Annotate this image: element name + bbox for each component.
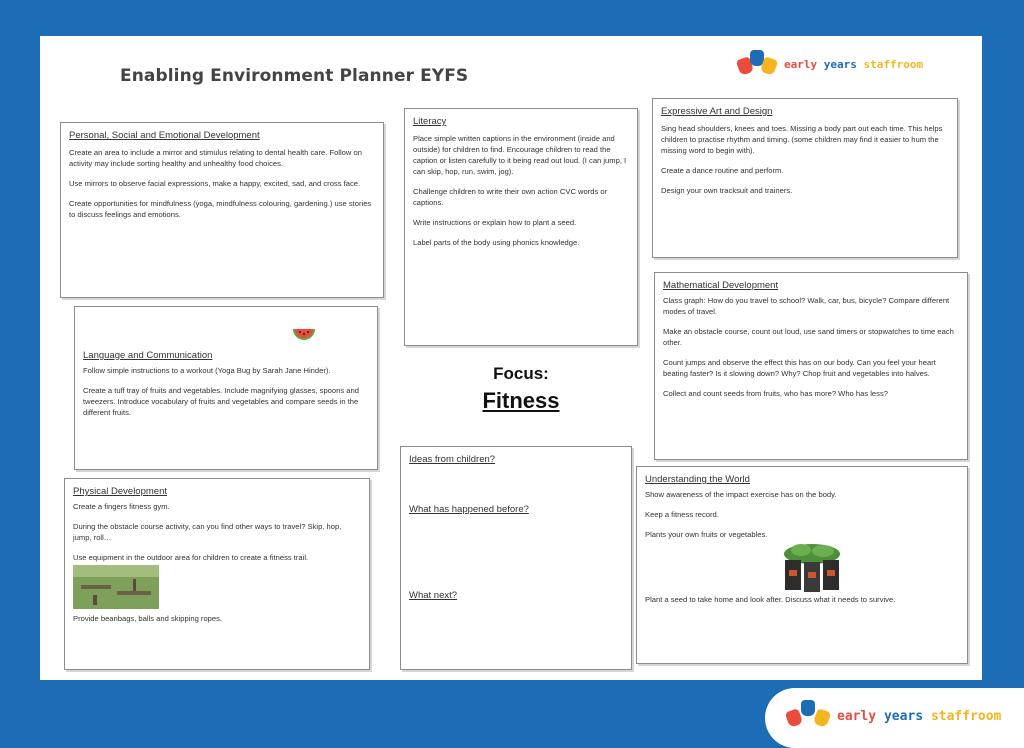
world-text-3: Plants your own fruits or vegetables.: [645, 529, 768, 539]
footer-logo-word-early: early: [837, 708, 877, 724]
literacy-text-1: Place simple written captions in the environment (inside and outside) for children to find. Encourage children to read the caption or listen carefully to it being read out loud. (I can jump, I can skip, hop, run, swim, jog).: [413, 133, 627, 176]
maths-text-3: Count jumps and observe the effect this has on our body. Can you feel your heart beating faster? Is it slowing down? Why? Chop fruit and vegetables into halves.: [663, 357, 936, 378]
early-years-staffroom-logo: [738, 50, 923, 78]
ead-text-2: Create a dance routine and perform.: [661, 165, 784, 175]
physical-text-4: Provide beanbags, balls and skipping ropes.: [73, 613, 223, 623]
physical-heading: Physical Development: [73, 486, 167, 497]
logo-word-staffroom: staffroom: [863, 57, 924, 71]
physical-text-3: Use equipment in the outdoor area for children to create a fitness trail.: [73, 552, 309, 562]
seedling-pots-icon: [781, 542, 843, 594]
literacy-text-2: Challenge children to write their own action CVC words or captions.: [413, 186, 608, 207]
literacy-heading: Literacy: [413, 116, 447, 127]
language-text-1: Follow simple instructions to a workout (Yoga Bug by Sarah Jane Hinder).: [83, 365, 331, 375]
maths-box: [654, 272, 968, 460]
logo-word-years: years: [823, 57, 857, 71]
ead-heading: Expressive Art and Design: [661, 106, 773, 117]
maths-text-2: Make an obstacle course, count out loud, use sand timers or stopwatches to time each other.: [663, 326, 954, 347]
psed-text-2: Use mirrors to observe facial expressions, make a happy, excited, sad, and cross face.: [69, 178, 361, 188]
logo-word-early: early: [784, 57, 818, 71]
maths-text-1: Class graph: How do you travel to school? Walk, car, bus, bicycle? Compare different modes of travel.: [663, 295, 950, 316]
understanding-world-box: [636, 466, 968, 664]
world-text-4: Plant a seed to take home and look after. Discuss what it needs to survive.: [645, 594, 896, 604]
ead-text-1: Sing head shoulders, knees and toes. Missing a body part out each time. This helps children to practise rhythm and timing. (some children may find it easier to hum the missing word to begin with).: [661, 123, 943, 155]
ideas-from-children: Ideas from children?: [409, 454, 496, 465]
world-heading: Understanding the World: [645, 474, 750, 485]
physical-text-2: During the obstacle course activity, can you find other ways to travel? Skip, hop, jump, roll…: [73, 521, 342, 542]
physical-box: [64, 478, 370, 670]
ead-text-3: Design your own tracksuit and trainers.: [661, 185, 793, 195]
language-box: [74, 306, 378, 470]
expressive-art-box: [652, 98, 958, 258]
footer-logo: [765, 688, 1024, 748]
literacy-text-3: Write instructions or explain how to plant a seed.: [413, 217, 577, 227]
psed-heading: Personal, Social and Emotional Development: [69, 130, 260, 141]
physical-text-1: Create a fingers fitness gym.: [73, 501, 170, 511]
literacy-box: [404, 108, 638, 346]
literacy-text-4: Label parts of the body using phonics knowledge.: [413, 237, 580, 247]
focus-topic: Fitness: [482, 388, 560, 413]
psed-box: [60, 122, 384, 298]
maths-heading: Mathematical Development: [663, 280, 779, 291]
focus-label: Focus:: [493, 364, 549, 383]
focus-panel: [398, 356, 644, 436]
language-heading: Language and Communication: [83, 350, 213, 361]
footer-hands-icon: [787, 700, 831, 732]
language-text-2: Create a tuff tray of fruits and vegetables. Include magnifying glasses, spoons and tweezers. Introduce vocabulary of fruits and vegetables and compare seeds in the different fruits.: [83, 385, 359, 417]
ideas-box: [400, 446, 632, 670]
world-text-2: Keep a fitness record.: [645, 509, 719, 519]
hands-icon: [738, 50, 778, 78]
page-title: Enabling Environment Planner EYFS: [120, 66, 469, 86]
footer-logo-word-staffroom: staffroom: [930, 708, 1002, 724]
world-text-1: Show awareness of the impact exercise has on the body.: [645, 489, 837, 499]
fitness-trail-photo: [73, 565, 159, 609]
maths-text-4: Collect and count seeds from fruits, who has more? Who has less?: [663, 388, 888, 398]
psed-text-1: Create an area to include a mirror and stimulus relating to dental health care. Follow on activity may include sorting healthy and unhealthy food choices.: [69, 147, 362, 168]
what-next: What next?: [409, 589, 458, 601]
planner-sheet: [40, 36, 982, 680]
what-has-happened-before: What has happened before?: [409, 503, 529, 515]
footer-logo-word-years: years: [883, 708, 924, 724]
watermelon-icon: [291, 319, 317, 345]
psed-text-3: Create opportunities for mindfulness (yoga, mindfulness colouring, gardening.) use stories to discuss feelings and emotions.: [69, 198, 372, 219]
